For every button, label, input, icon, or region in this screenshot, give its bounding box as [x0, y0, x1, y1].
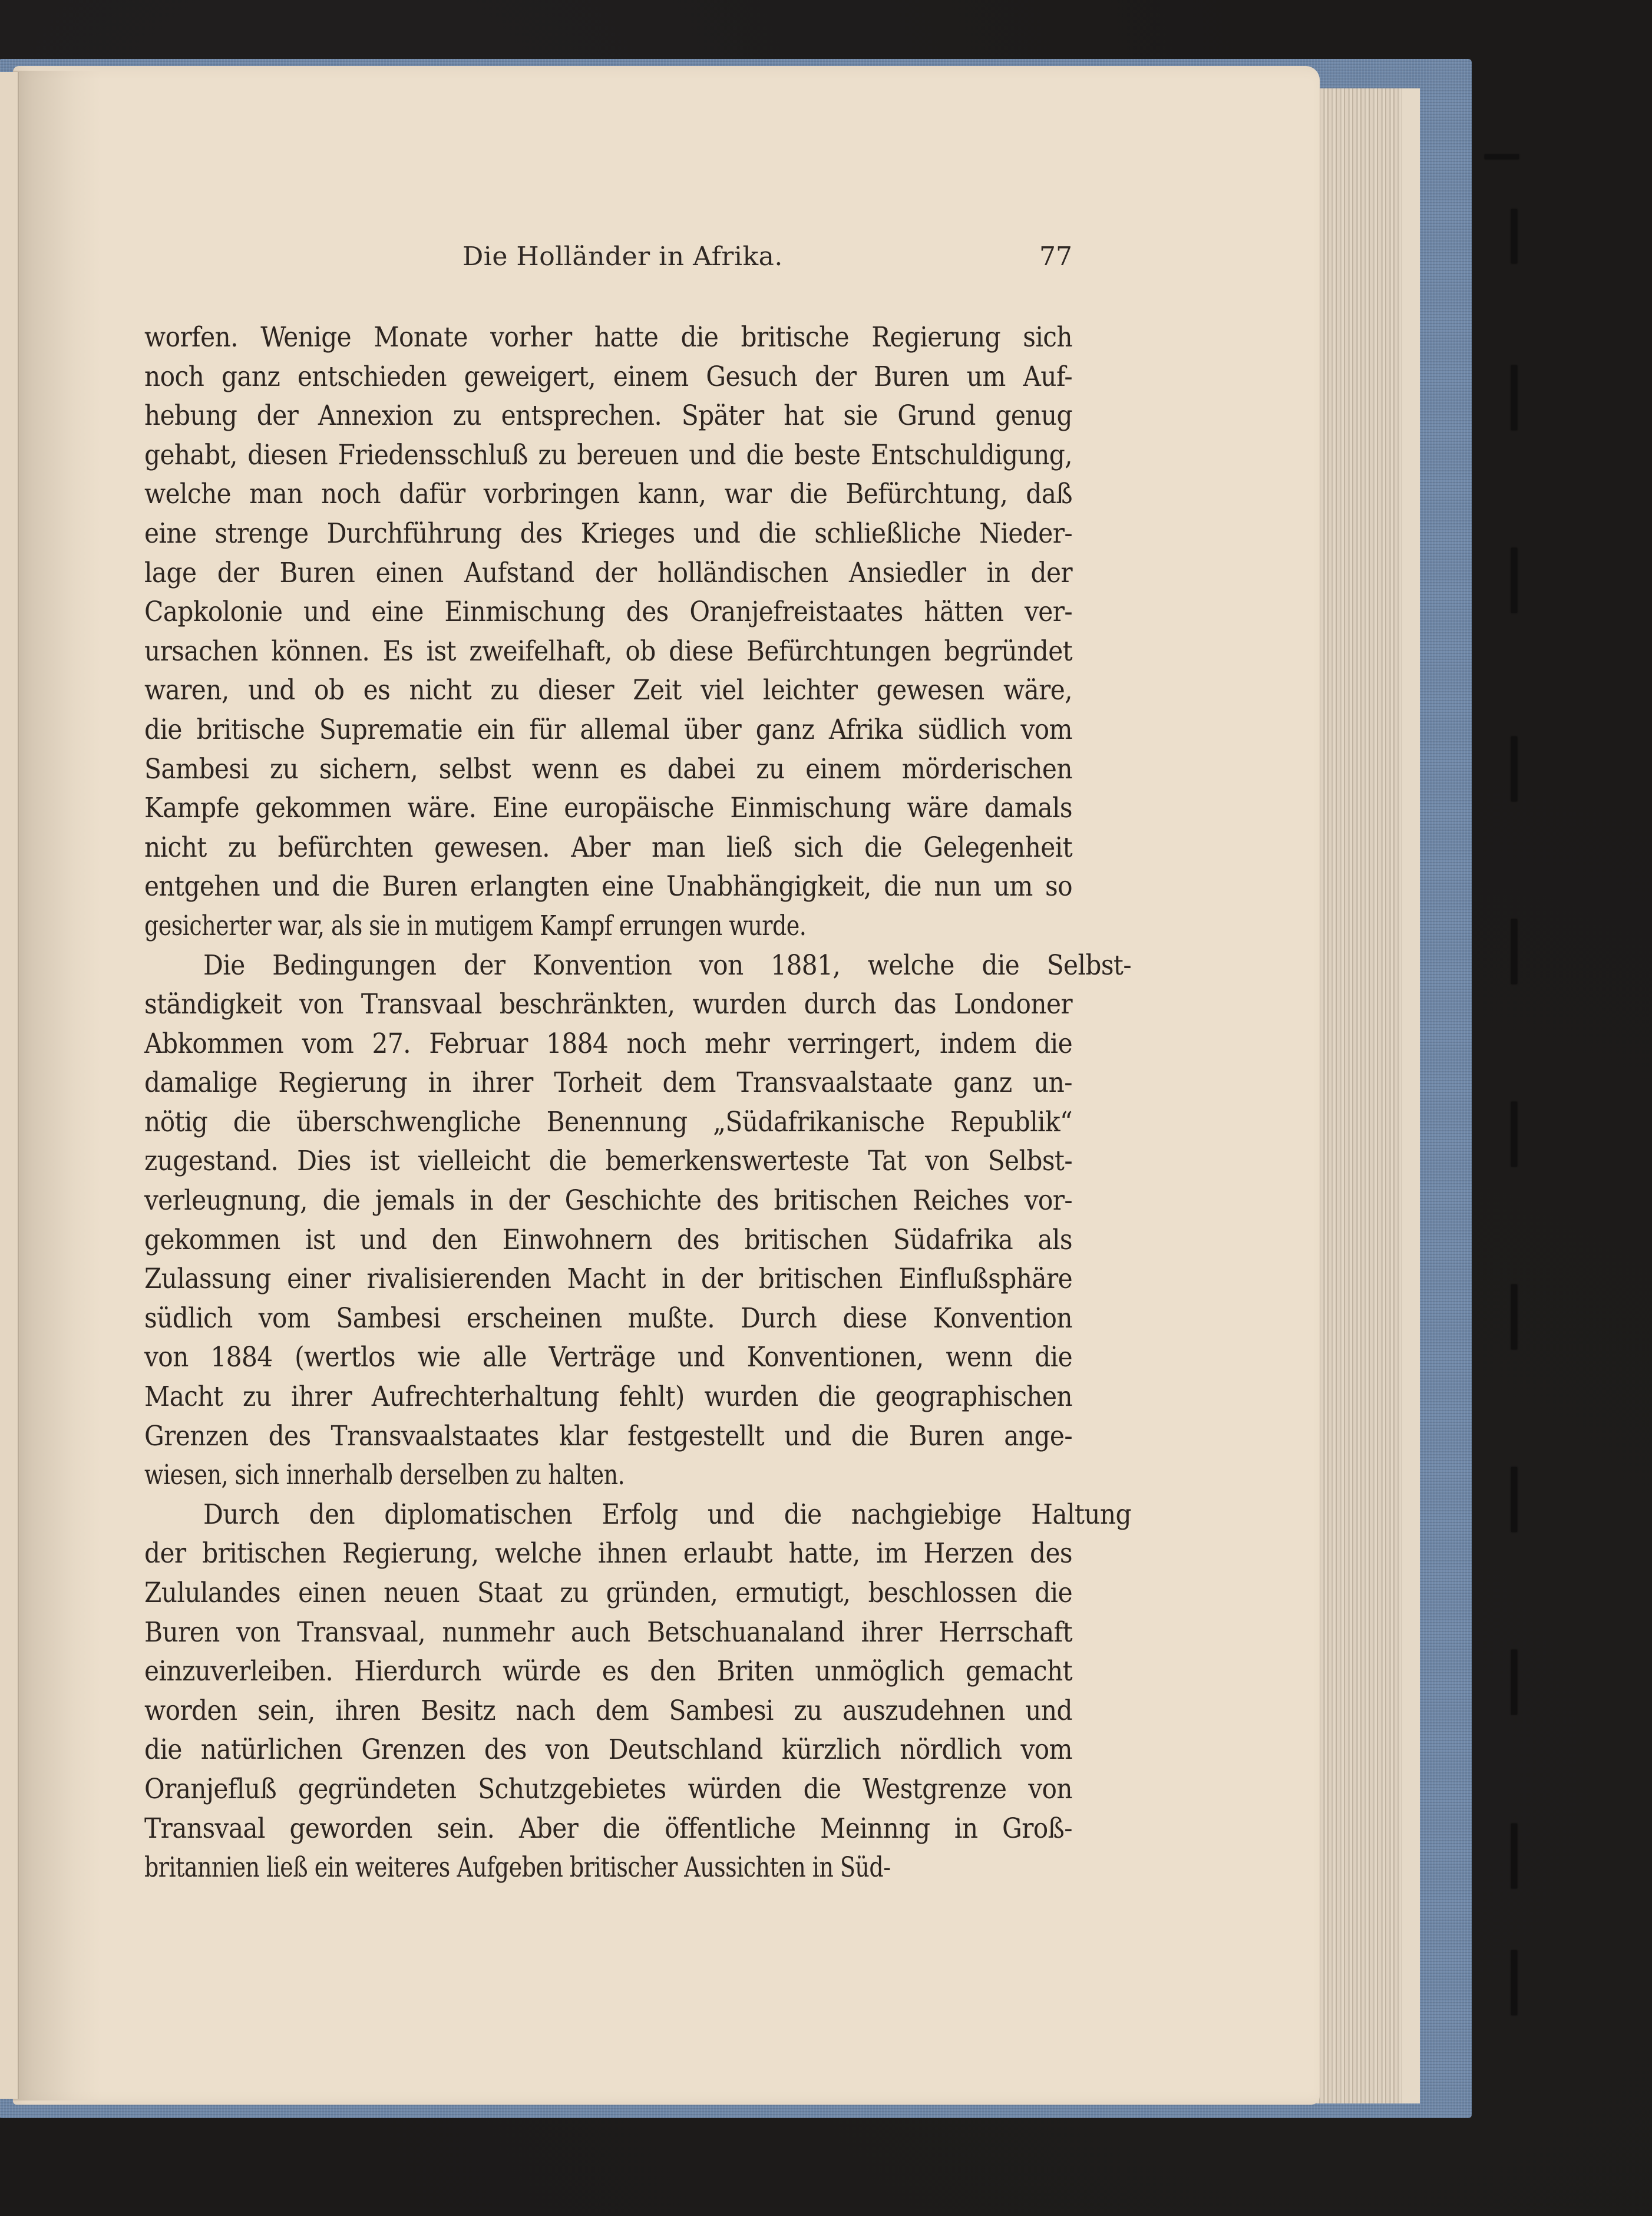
- registration-mark: [1511, 919, 1517, 984]
- registration-mark: [1511, 1824, 1517, 1888]
- text-line: Abkommen vom 27. Februar 1884 noch mehr verringert, indem die: [144, 1027, 1072, 1060]
- text-line: hebung der Annexion zu entsprechen. Später hat sie Grund genug: [144, 399, 1072, 432]
- text-line: ursachen können. Es ist zweifelhaft, ob diese Befürchtungen begründet: [144, 635, 1072, 668]
- registration-mark: [1511, 737, 1517, 801]
- text-line: gehabt, diesen Friedensschluß zu bereuen und die beste Entschuldigung,: [144, 438, 1072, 471]
- registration-mark: [1511, 1284, 1517, 1349]
- paragraph: [144, 1495, 1131, 1888]
- registration-mark: [1511, 1102, 1517, 1167]
- text-line: verleugnung, die jemals in der Geschichte des britischen Reiches vor-: [144, 1184, 1072, 1217]
- text-line: der britischen Regierung, welche ihnen erlaubt hatte, im Herzen des: [144, 1537, 1072, 1570]
- text-line: lage der Buren einen Aufstand der holländischen Ansiedler in der: [144, 556, 1072, 589]
- text-line: Durch den diplomatischen Erfolg und die nachgiebige Haltung: [203, 1498, 1131, 1531]
- text-line: Die Bedingungen der Konvention von 1881, welche die Selbst-: [203, 949, 1131, 982]
- text-line: eine strenge Durchführung des Krieges und die schließliche Nieder-: [144, 517, 1072, 550]
- registration-mark: [1511, 548, 1517, 613]
- text-line: damalige Regierung in ihrer Torheit dem Transvaalstaate ganz un-: [144, 1066, 1072, 1099]
- text-line: Transvaal geworden sein. Aber die öffentliche Meinnng in Groß-: [144, 1812, 1072, 1845]
- text-line: gesicherter war, als sie in mutigem Kampf errungen wurde.: [144, 909, 807, 942]
- text-line: entgehen und die Buren erlangten eine Unabhängigkeit, die nun um so: [144, 870, 1072, 903]
- text-line: Buren von Transvaal, nunmehr auch Betschuanaland ihrer Herrschaft: [144, 1616, 1072, 1649]
- paragraph: [144, 946, 1131, 1495]
- text-line: noch ganz entschieden geweigert, einem Gesuch der Buren um Auf-: [144, 360, 1072, 393]
- text-line: südlich vom Sambesi erscheinen mußte. Durch diese Konvention: [144, 1302, 1072, 1335]
- text-line: Zululandes einen neuen Staat zu gründen, ermutigt, beschlossen die: [144, 1577, 1072, 1609]
- text-line: nicht zu befürchten gewesen. Aber man ließ sich die Gelegenheit: [144, 831, 1072, 864]
- registration-mark: [1511, 1950, 1517, 2015]
- paragraph: [144, 318, 1072, 946]
- text-line: die britische Suprematie ein für allemal über ganz Afrika südlich vom: [144, 713, 1072, 746]
- text-line: Kampfe gekommen wäre. Eine europäische Einmischung wäre damals: [144, 792, 1072, 825]
- text-line: zugestand. Dies ist vielleicht die bemerkenswerteste Tat von Selbst-: [144, 1145, 1072, 1178]
- text-line: Macht zu ihrer Aufrechterhaltung fehlt) wurden die geographischen: [144, 1381, 1072, 1414]
- registration-mark: [1511, 1650, 1517, 1715]
- text-line: wiesen, sich innerhalb derselben zu halten.: [144, 1459, 625, 1492]
- text-line: einzuverleiben. Hierdurch würde es den Briten unmöglich gemacht: [144, 1655, 1072, 1688]
- registration-mark: [1485, 154, 1519, 159]
- page-number: 77: [1039, 242, 1072, 272]
- text-line: waren, und ob es nicht zu dieser Zeit viel leichter gewesen wäre,: [144, 674, 1072, 707]
- text-line: Oranjefluß gegründeten Schutzgebietes würden die Westgrenze von: [144, 1772, 1072, 1805]
- text-line: gekommen ist und den Einwohnern des britischen Südafrika als: [144, 1223, 1072, 1256]
- text-line: ständigkeit von Transvaal beschränkten, wurden durch das Londoner: [144, 988, 1072, 1021]
- gutter-shadow: [13, 71, 101, 2101]
- text-line: worfen. Wenige Monate vorher hatte die britische Regierung sich: [144, 321, 1072, 354]
- text-line: Zulassung einer rivalisierenden Macht in der britischen Einflußsphäre: [144, 1263, 1072, 1296]
- text-line: britannien ließ ein weiteres Aufgeben britischer Aussichten in Süd-: [144, 1851, 891, 1884]
- text-line: welche man noch dafür vorbringen kann, war die Befürchtung, daß: [144, 478, 1072, 511]
- registration-mark: [1511, 209, 1517, 263]
- text-line: von 1884 (wertlos wie alle Verträge und Konventionen, wenn die: [144, 1341, 1072, 1374]
- running-head: [144, 242, 1072, 277]
- body-text: [144, 318, 1131, 1888]
- text-line: Capkolonie und eine Einmischung des Oranjefreistaates hätten ver-: [144, 596, 1072, 629]
- running-head-title: Die Holländer in Afrika.: [462, 242, 783, 272]
- text-line: nötig die überschwengliche Benennung „Südafrikanische Republik“: [144, 1105, 1072, 1138]
- registration-mark: [1511, 1467, 1517, 1532]
- verso-page-edge: [0, 72, 19, 2099]
- text-line: worden sein, ihren Besitz nach dem Sambesi zu auszudehnen und: [144, 1694, 1072, 1727]
- text-line: Grenzen des Transvaalstaates klar festgestellt und die Buren ange-: [144, 1419, 1072, 1452]
- registration-mark: [1511, 365, 1517, 430]
- text-line: die natürlichen Grenzen des von Deutschland kürzlich nördlich vom: [144, 1733, 1072, 1766]
- page-edges-outer: [1402, 88, 1420, 2103]
- text-line: Sambesi zu sichern, selbst wenn es dabei zu einem mörderischen: [144, 752, 1072, 785]
